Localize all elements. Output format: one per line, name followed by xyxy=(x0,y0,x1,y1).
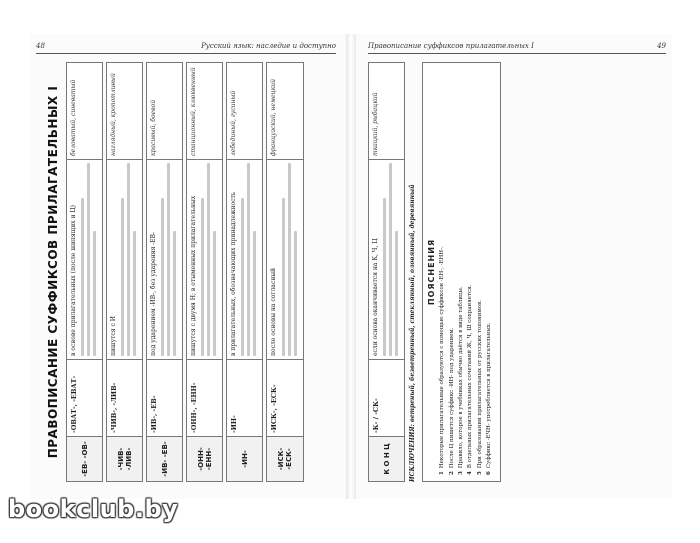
examples-cell: станционный, клюквенный xyxy=(190,67,198,156)
text-line xyxy=(395,231,398,356)
note-text: Правило, которое в учебниках обычно даётся в виде таблицы. xyxy=(457,286,464,469)
text-line xyxy=(288,163,291,356)
left-page xyxy=(30,34,346,499)
rule-cell: пишутся с И xyxy=(107,159,142,359)
examples-cell: французский, немецкий xyxy=(270,78,278,156)
examples-cell: красивый, боевой xyxy=(150,99,158,156)
row-label: -ЧИВ- -ЛИВ- xyxy=(107,436,142,481)
text-line xyxy=(93,231,96,356)
examples-cell: наглядный, кропотливый xyxy=(110,73,118,156)
rule-cell: в прилагательных, обозначающих принадлежность xyxy=(227,159,262,359)
row-label: -ИН- xyxy=(227,436,262,481)
text-line xyxy=(253,231,256,356)
text-line xyxy=(213,231,216,356)
examples-cell: беловатый, синеватый xyxy=(70,79,77,156)
text-line xyxy=(173,231,176,356)
suffix-table-right xyxy=(368,62,405,482)
text-line xyxy=(201,198,204,356)
text-line xyxy=(389,163,392,356)
table-row xyxy=(66,62,103,482)
note-item xyxy=(439,69,446,475)
text-line xyxy=(127,163,130,356)
note-item xyxy=(477,69,484,475)
note-text: Некоторые прилагательные образуются с помощью суффиксов -ЕН-, -ЕНН-. xyxy=(439,246,446,469)
suffix-cell: -ОВАТ-, -ЕВАТ- xyxy=(67,359,102,436)
notes-list xyxy=(439,69,494,475)
right-running-head-title: Правописание суффиксов прилагательных I xyxy=(368,42,534,50)
table-row xyxy=(186,62,223,482)
right-page xyxy=(356,34,672,499)
text-line xyxy=(81,198,84,356)
note-number: 5 xyxy=(476,471,483,475)
text-line xyxy=(87,163,90,356)
exceptions-text: ветреный, безветренный, стеклянный, оловянный, деревянный xyxy=(409,184,417,423)
row-label: -ИСК- -ЕСК- xyxy=(267,436,302,481)
exceptions xyxy=(409,62,416,482)
rule-cell: после основы на согласный xyxy=(267,159,302,359)
note-number: 2 xyxy=(448,471,455,475)
note-text: В отдельных прилагательных сочетаний Ж, Ч, Ш сохраняется. xyxy=(467,284,474,469)
note-number: 3 xyxy=(457,471,464,475)
examples-cell: ткацкий, рыбацкий xyxy=(372,92,379,156)
suffix-cell: -ИСК-, -ЕСК- xyxy=(267,359,302,436)
text-line xyxy=(294,231,297,356)
suffix-cell: -ИВ-, -ЕВ- xyxy=(147,359,182,436)
table-row xyxy=(106,62,143,482)
suffix-cell: -ОНН-, -ЕНН- xyxy=(187,359,222,436)
rule-cell: пишутся с двумя Н; в отыменных прилагательных xyxy=(187,159,222,359)
note-item xyxy=(486,69,493,475)
row-label: -ЕВ- -ОВ- xyxy=(67,436,102,481)
row-label: -ИВ- -ЕВ- xyxy=(147,436,182,481)
text-line xyxy=(167,163,170,356)
suffix-cell: -ИН- xyxy=(227,359,262,436)
text-line xyxy=(247,163,250,356)
note-item xyxy=(449,69,456,475)
suffix-cell: -К- / -СК- xyxy=(369,359,404,436)
text-line xyxy=(207,163,210,356)
note-text: После Ц пишется суффикс -ИН- под ударением. xyxy=(448,327,455,469)
row-label: -ОНН- -ЕНН- xyxy=(187,436,222,481)
watermark-logo: bookclub.by xyxy=(8,495,179,523)
left-page-number: 48 xyxy=(36,42,45,50)
notes-title: ПОЯСНЕНИЯ xyxy=(427,238,437,306)
suffix-cell: -ЧИВ-, -ЛИВ- xyxy=(107,359,142,436)
left-running-head xyxy=(36,40,336,52)
notes-box xyxy=(422,62,501,482)
page-title: ПРАВОПИСАНИЕ СУФФИКСОВ ПРИЛАГАТЕЛЬНЫХ I xyxy=(46,85,60,459)
text-line xyxy=(282,198,285,356)
exceptions-label: ИСКЛЮЧЕНИЯ: xyxy=(409,424,417,482)
text-line xyxy=(133,231,136,356)
table-row xyxy=(368,62,405,482)
rule-cell: если основа оканчивается на К, Ч, Ц xyxy=(369,159,404,359)
right-page-rotated-content xyxy=(368,62,668,482)
examples-cell: лебединый, гусиный xyxy=(230,90,238,156)
left-running-head-title: Русский язык: наследие и доступно xyxy=(201,42,336,50)
note-text: При образовании прилагательных от русских топонимов. xyxy=(476,300,483,469)
note-text: Суффикс -ЕЧН- употребляется в прилагательных. xyxy=(486,322,493,469)
rule-cell: под ударением -ИВ-, без ударения -ЕВ- xyxy=(147,159,182,359)
left-page-rotated-content xyxy=(44,62,336,482)
note-number: 4 xyxy=(467,471,474,475)
note-number: 6 xyxy=(486,471,493,475)
row-label: К О Н Ц xyxy=(369,436,404,481)
rule-cell: в основе прилагательных (после шипящих и Ц) xyxy=(67,159,102,359)
table-row xyxy=(146,62,183,482)
suffix-table-left xyxy=(66,62,304,482)
note-number: 1 xyxy=(439,471,446,475)
book-spine xyxy=(346,34,356,499)
note-item xyxy=(467,69,474,475)
note-item xyxy=(458,69,465,475)
right-page-number: 49 xyxy=(657,42,666,50)
table-row xyxy=(226,62,263,482)
right-running-head xyxy=(368,40,666,52)
text-line xyxy=(161,198,164,356)
table-row xyxy=(266,62,303,482)
text-line xyxy=(383,198,386,356)
text-line xyxy=(121,198,124,356)
text-line xyxy=(241,198,244,356)
